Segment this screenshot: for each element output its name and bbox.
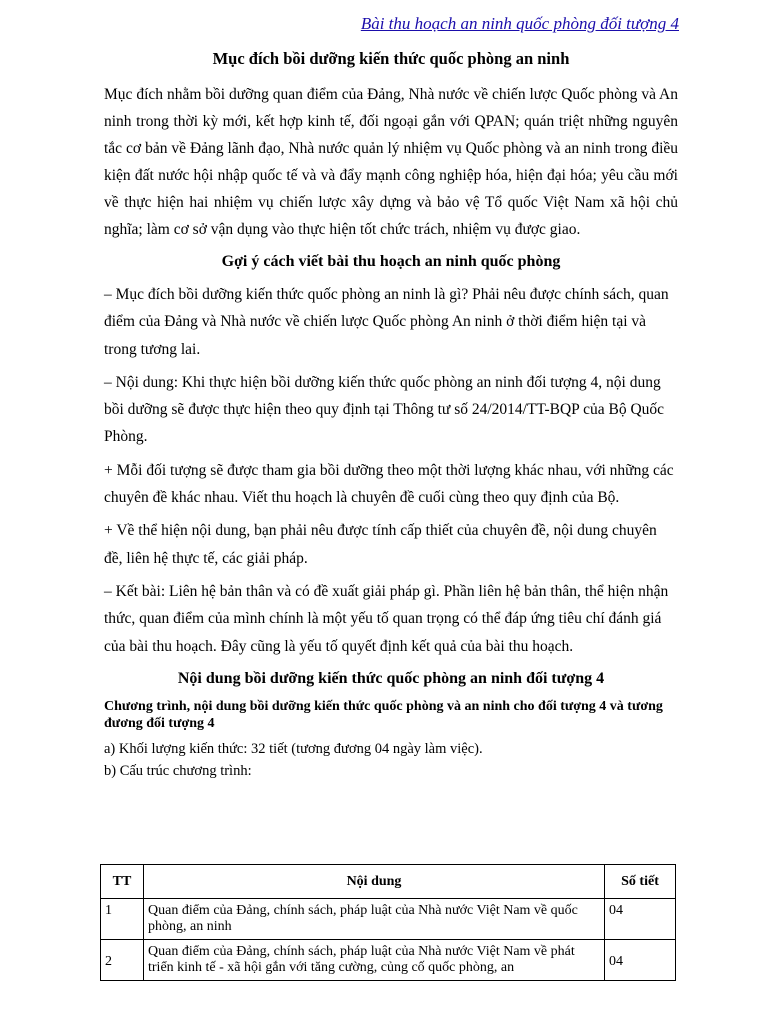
header-periods: Số tiết [605,865,676,899]
tip-paragraph: – Nội dung: Khi thực hiện bồi dưỡng kiến thức quốc phòng an ninh đối tượng 4, nội dung bồi dưỡng sẽ được thực hiện theo quy định tại Thông tư số 24/2014/TT-BQP của Bộ Quốc Phòng. [104,373,665,446]
row-periods: 04 [605,899,676,940]
table-row [101,940,676,981]
item-b: b) Cấu trúc chương trình: [104,762,252,779]
section-title-writing-tips: Gợi ý cách viết bài thu hoạch an ninh quốc phòng [221,253,561,270]
row-number: 2 [101,940,144,981]
program-table [100,864,676,981]
section-title-purpose: Mục đích bồi dưỡng kiến thức quốc phòng an ninh [212,49,570,68]
header-tt: TT [101,865,144,899]
row-number: 1 [101,899,144,940]
row-content: Quan điểm của Đảng, chính sách, pháp luật của Nhà nước Việt Nam về phát triển kinh tế - xã hội gắn với tăng cường, củng cố quốc phòng, an [144,940,605,981]
table-row [101,899,676,940]
program-heading: Chương trình, nội dung bồi dưỡng kiến thức quốc phòng và an ninh cho đối tượng 4 và tương đương đối tượng 4 [104,698,663,731]
table-header-row [101,865,676,899]
document-body [104,47,678,782]
tip-paragraph: – Kết bài: Liên hệ bản thân và có đề xuất giải pháp gì. Phần liên hệ bản thân, thể hiện nhận thức, quan điểm của mình chính là một yếu tố quan trọng có thể đáp ứng tiêu chí đánh giá của bài thu hoạch. Đây cũng là yếu tố quyết định kết quả của bài thu hoạch. [104,582,669,655]
purpose-paragraph: Mục đích nhằm bồi dưỡng quan điểm của Đảng, Nhà nước về chiến lược Quốc phòng và An ninh trong thời kỳ mới, kết hợp kinh tế, đối ngoại gắn với QPAN; quán triệt những nguyên tắc cơ bản về Đảng lãnh đạo, Nhà nước quản lý nhiệm vụ Quốc phòng và an ninh trong điều kiện đất nước hội nhập quốc tế và và đẩy mạnh công nghiệp hóa, hiện đại hóa; yêu cầu mới về thực hiện hai nhiệm vụ chiến lược xây dựng và bảo vệ Tổ quốc Việt Nam xã hội chủ nghĩa; làm cơ sở vận dụng vào thực hiện tốt chức trách, nhiệm vụ được giao. [104,86,678,238]
row-content: Quan điểm của Đảng, chính sách, pháp luật của Nhà nước Việt Nam về quốc phòng, an ninh [144,899,605,940]
section-title-content: Nội dung bồi dưỡng kiến thức quốc phòng an ninh đối tượng 4 [177,669,605,687]
row-periods: 04 [605,940,676,981]
header-content: Nội dung [144,865,605,899]
tip-paragraph: + Mỗi đối tượng sẽ được tham gia bồi dưỡng theo một thời lượng khác nhau, với những các chuyên đề khác nhau. Viết thu hoạch là chuyên đề cuối cùng theo quy định của Bộ. [104,461,674,507]
tip-paragraph: + Về thể hiện nội dung, bạn phải nêu được tính cấp thiết của chuyên đề, nội dung chuyên đề, liên hệ thực tế, các giải pháp. [104,522,657,567]
header-link[interactable]: Bài thu hoạch an ninh quốc phòng đối tượng 4 [360,14,679,33]
item-a: a) Khối lượng kiến thức: 32 tiết (tương đương 04 ngày làm việc). [104,740,483,757]
tip-paragraph: – Mục đích bồi dưỡng kiến thức quốc phòng an ninh là gì? Phải nêu được chính sách, quan điểm của Đảng và Nhà nước về chiến lược Quốc phòng An ninh ở thời điểm hiện tại và trong tương lai. [104,286,669,358]
